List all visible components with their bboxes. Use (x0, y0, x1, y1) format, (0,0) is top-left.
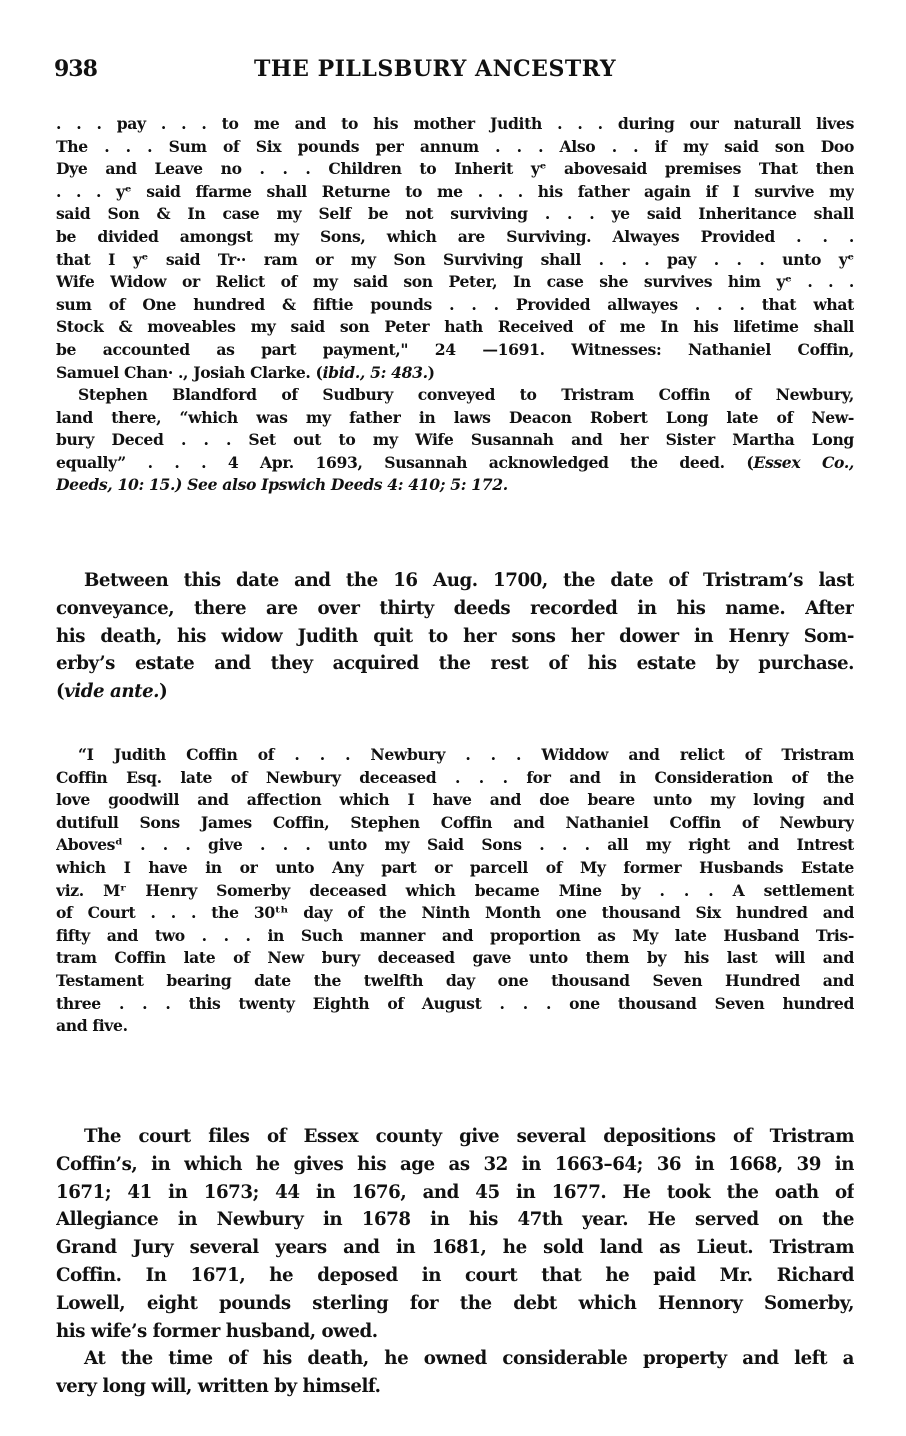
text-line: . . . pay . . . to me and to his mother Judith . . . during our naturall lives (56, 114, 854, 133)
citation-close: ) (159, 681, 168, 703)
page-number: 938 (54, 56, 97, 82)
judith-quotation-paragraph (56, 744, 854, 1038)
citation-essex: Essex Co., (753, 452, 854, 472)
text-line: fifty and two . . . in Such manner and proportion as My late Husband Tris- (56, 925, 854, 945)
text-line: Coffin Esq. late of Newbury deceased . . . for and in Consideration of the (56, 767, 854, 787)
text-line: Stock & moveables my said son Peter hath Received of me In his lifetime shall (56, 317, 854, 337)
text-line-citation (56, 452, 854, 475)
text-line: and five. (56, 1016, 128, 1036)
text-line: dutifull Sons James Coffin, Stephen Coffin and Nathaniel Coffin of Newbury (56, 812, 854, 832)
citation-vide-ante: vide ante. (64, 681, 160, 703)
text-line: which I have in or unto Any part or parcell of My former Husbands Estate (56, 857, 854, 877)
text-line: “I Judith Coffin of . . . Newbury . . . Widdow and relict of Tristram (78, 745, 854, 764)
text-line-citation (56, 362, 854, 385)
text-line: At the time of his death, he owned considerable property and left a (84, 1348, 854, 1369)
text-line: Between this date and the 16 Aug. 1700, the date of Tristram’s last (84, 570, 854, 591)
text-line: sum of One hundred & fiftie pounds . . . Provided allwayes . . . that what (56, 294, 854, 314)
death-paragraph (56, 1345, 854, 1401)
text-line: that I yᵉ said Tr·· ram or my Son Surviving shall . . . pay . . . unto yᵉ (56, 249, 854, 269)
text-line: tram Coffin late of New bury deceased gave unto them by his last will and (56, 948, 854, 968)
citation-ibid: ibid., 5: 483. (322, 362, 428, 382)
text-line: Coffin’s, in which he gives his age as 32 in 1663–64; 36 in 1668, 39 in (56, 1153, 854, 1175)
text-line: Allegiance in Newbury in 1678 in his 47th year. He served on the (56, 1209, 854, 1231)
text-line: viz. Mʳ Henry Somerby deceased which became Mine by . . . A settlement (56, 880, 854, 900)
citation-lead: equally” . . . 4 Apr. 1693, Susannah acknowledged the deed. ( (56, 452, 754, 472)
citation-open: ( (56, 681, 65, 703)
text-line: his wife’s former husband, owed. (56, 1320, 378, 1342)
text-line: land there, “which was my father in laws Deacon Robert Long late of New- (56, 407, 854, 427)
text-line: conveyance, there are over thirty deeds recorded in his name. After (56, 597, 854, 619)
text-line: Grand Jury several years and in 1681, he sold land as Lieut. Tristram (56, 1237, 854, 1259)
text-line: three . . . this twenty Eighth of August . . . one thousand Seven hundred (56, 993, 854, 1013)
text-line: The . . . Sum of Six pounds per annum . . . Also . . if my said son Doo (56, 136, 854, 156)
deeds-paragraph (56, 567, 854, 706)
text-line: Abovesᵈ . . . give . . . unto my Said Sons . . . all my right and Intrest (56, 835, 854, 855)
blandford-paragraph (56, 384, 854, 497)
text-line-citation (56, 678, 854, 706)
text-line: Dye and Leave no . . . Children to Inherit yᵉ abovesaid premises That then (56, 159, 854, 179)
text-line: The court files of Essex county give several depositions of Tristram (84, 1126, 854, 1147)
running-title: THE PILLSBURY ANCESTRY (254, 56, 617, 82)
text-line: erby’s estate and they acquired the rest of his estate by purchase. (56, 653, 854, 675)
text-line: Testament bearing date the twelfth day one thousand Seven Hundred and (56, 970, 854, 990)
text-line: bury Deced . . . Set out to my Wife Susannah and her Sister Martha Long (56, 430, 854, 450)
text-line: Stephen Blandford of Sudbury conveyed to Tristram Coffin of Newbury, (78, 385, 854, 404)
text-line: be divided amongst my Sons, which are Surviving. Alwayes Provided . . . (56, 226, 854, 246)
citation-deeds: Deeds, 10: 15.) See also Ipswich Deeds 4: 410; 5: 172. (56, 475, 508, 495)
text-line: said Son & In case my Self be not surviving . . . ye said Inheritance shall (56, 204, 854, 224)
text-line: of Court . . . the 30ᵗʰ day of the Ninth Month one thousand Six hundred and (56, 903, 854, 923)
text-line: Coffin. In 1671, he deposed in court that he paid Mr. Richard (56, 1264, 854, 1286)
text-line: love goodwill and affection which I have and doe beare unto my loving and (56, 790, 854, 810)
text-line-citation (56, 474, 854, 497)
citation-lead: Samuel Chan· ., Josiah Clarke. ( (56, 362, 323, 382)
text-line: 1671; 41 in 1673; 44 in 1676, and 45 in 1677. He took the oath of (56, 1181, 854, 1203)
text-line: very long will, written by himself. (56, 1375, 381, 1397)
citation-close: ) (427, 362, 435, 382)
text-line: Lowell, eight pounds sterling for the debt which Hennory Somerby, (56, 1292, 854, 1314)
court-files-paragraph (56, 1123, 854, 1345)
text-line: be accounted as part payment," 24 —1691. Witnesses: Nathaniel Coffin, (56, 339, 854, 359)
page-header (54, 56, 854, 90)
text-line: . . . yᵉ said ffarme shall Returne to me . . . his father again if I survive my (56, 181, 854, 201)
text-line: Wife Widow or Relict of my said son Peter, In case she survives him yᵉ . . . (56, 272, 854, 292)
will-quotation-paragraph (56, 113, 854, 384)
text-line: his death, his widow Judith quit to her sons her dower in Henry Som- (56, 625, 854, 647)
